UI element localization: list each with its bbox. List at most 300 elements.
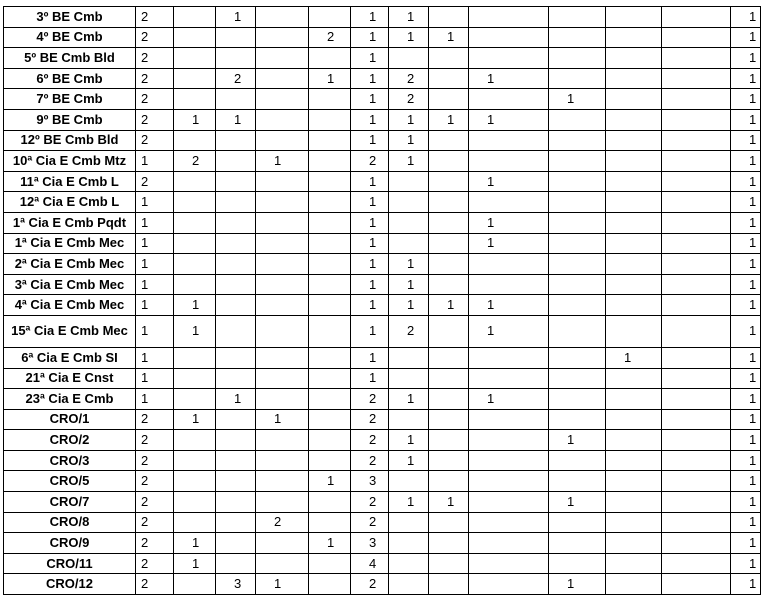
count-cell: 1: [469, 233, 549, 254]
count-cell: 1: [731, 553, 761, 574]
count-cell: 2: [216, 68, 256, 89]
count-cell: 1: [216, 109, 256, 130]
table-row: [4, 68, 761, 89]
count-cell: 1: [389, 130, 429, 151]
count-cell: [216, 212, 256, 233]
count-cell: 1: [429, 295, 469, 316]
count-cell: 2: [389, 315, 429, 347]
table-row: [4, 89, 761, 110]
count-cell: [174, 368, 216, 389]
count-cell: [662, 574, 731, 595]
count-cell: 1: [351, 347, 389, 368]
count-cell: [256, 347, 309, 368]
count-cell: 1: [136, 151, 174, 172]
count-cell: 1: [136, 389, 174, 410]
count-cell: [469, 27, 549, 48]
count-cell: [174, 512, 216, 533]
count-cell: 1: [389, 151, 429, 172]
count-cell: [174, 7, 216, 28]
count-cell: 1: [309, 68, 351, 89]
unit-name-cell: CRO/7: [4, 492, 136, 513]
count-cell: 1: [731, 512, 761, 533]
count-cell: [256, 89, 309, 110]
count-cell: [216, 409, 256, 430]
count-cell: [549, 368, 606, 389]
count-cell: 1: [389, 109, 429, 130]
count-cell: [309, 409, 351, 430]
count-cell: [256, 192, 309, 213]
count-cell: 1: [469, 389, 549, 410]
count-cell: 1: [136, 254, 174, 275]
count-cell: 1: [351, 254, 389, 275]
count-cell: 1: [389, 27, 429, 48]
count-cell: 1: [731, 68, 761, 89]
count-cell: [309, 430, 351, 451]
count-cell: 1: [256, 151, 309, 172]
count-cell: [216, 368, 256, 389]
unit-name-cell: 23ª Cia E Cmb: [4, 389, 136, 410]
unit-name-cell: CRO/3: [4, 450, 136, 471]
count-cell: [429, 274, 469, 295]
count-cell: [606, 553, 662, 574]
table-row: [4, 315, 761, 347]
count-cell: [429, 233, 469, 254]
count-cell: 1: [469, 68, 549, 89]
count-cell: [429, 533, 469, 554]
count-cell: 1: [351, 233, 389, 254]
count-cell: 1: [731, 409, 761, 430]
count-cell: [389, 409, 429, 430]
unit-name-cell: 12º BE Cmb Bld: [4, 130, 136, 151]
count-cell: [216, 492, 256, 513]
count-cell: [216, 27, 256, 48]
count-cell: [469, 254, 549, 275]
count-cell: [662, 295, 731, 316]
count-cell: 1: [731, 471, 761, 492]
count-cell: 1: [136, 233, 174, 254]
unit-name-cell: 7º BE Cmb: [4, 89, 136, 110]
count-cell: [549, 295, 606, 316]
count-cell: 1: [389, 389, 429, 410]
count-cell: [216, 48, 256, 69]
count-cell: [606, 409, 662, 430]
count-cell: 1: [731, 274, 761, 295]
count-cell: [429, 212, 469, 233]
count-cell: [429, 48, 469, 69]
count-cell: [606, 315, 662, 347]
count-cell: [549, 315, 606, 347]
count-cell: [389, 533, 429, 554]
count-cell: [469, 48, 549, 69]
count-cell: [606, 109, 662, 130]
count-cell: 1: [174, 409, 216, 430]
count-cell: 1: [136, 347, 174, 368]
count-cell: [662, 233, 731, 254]
unit-name-cell: 5º BE Cmb Bld: [4, 48, 136, 69]
table-row: [4, 471, 761, 492]
count-cell: [216, 295, 256, 316]
count-cell: 1: [389, 274, 429, 295]
unit-name-cell: 21ª Cia E Cnst: [4, 368, 136, 389]
count-cell: 2: [136, 492, 174, 513]
count-cell: 1: [309, 471, 351, 492]
count-cell: [216, 450, 256, 471]
count-cell: [309, 109, 351, 130]
count-cell: 1: [731, 389, 761, 410]
count-cell: [549, 48, 606, 69]
count-cell: 1: [216, 389, 256, 410]
count-cell: 1: [429, 27, 469, 48]
count-cell: [549, 347, 606, 368]
count-cell: [174, 492, 216, 513]
count-cell: 1: [469, 109, 549, 130]
unit-name-cell: 15ª Cia E Cmb Mec: [4, 315, 136, 347]
count-cell: [216, 430, 256, 451]
count-cell: [256, 171, 309, 192]
count-cell: [309, 192, 351, 213]
count-cell: 2: [136, 68, 174, 89]
count-cell: 1: [731, 492, 761, 513]
count-cell: [429, 553, 469, 574]
count-cell: [429, 430, 469, 451]
count-cell: [662, 492, 731, 513]
count-cell: [389, 347, 429, 368]
count-cell: [216, 315, 256, 347]
count-cell: [174, 27, 216, 48]
count-cell: 1: [731, 130, 761, 151]
count-cell: [256, 48, 309, 69]
count-cell: 1: [389, 295, 429, 316]
count-cell: [549, 109, 606, 130]
count-cell: [469, 151, 549, 172]
count-cell: [256, 274, 309, 295]
count-cell: [309, 512, 351, 533]
count-cell: [662, 274, 731, 295]
count-cell: 1: [731, 27, 761, 48]
count-cell: 1: [136, 368, 174, 389]
count-cell: [469, 89, 549, 110]
count-cell: [469, 409, 549, 430]
unit-name-cell: CRO/1: [4, 409, 136, 430]
count-cell: [662, 254, 731, 275]
count-cell: [429, 512, 469, 533]
count-cell: [174, 233, 216, 254]
count-cell: [309, 89, 351, 110]
table-row: [4, 48, 761, 69]
count-cell: [606, 7, 662, 28]
count-cell: [662, 192, 731, 213]
count-cell: [429, 574, 469, 595]
count-cell: [256, 212, 309, 233]
unit-name-cell: 4º BE Cmb: [4, 27, 136, 48]
count-cell: [389, 48, 429, 69]
count-cell: [216, 254, 256, 275]
count-cell: 1: [216, 7, 256, 28]
count-cell: [662, 89, 731, 110]
count-cell: 2: [389, 68, 429, 89]
count-cell: [662, 171, 731, 192]
count-cell: 1: [351, 27, 389, 48]
count-cell: [309, 233, 351, 254]
count-cell: [469, 471, 549, 492]
table-row: [4, 192, 761, 213]
count-cell: [309, 7, 351, 28]
count-cell: [469, 450, 549, 471]
count-cell: 1: [549, 89, 606, 110]
unit-name-cell: CRO/11: [4, 553, 136, 574]
table-row: [4, 430, 761, 451]
count-cell: [429, 171, 469, 192]
count-cell: 2: [174, 151, 216, 172]
count-cell: [662, 409, 731, 430]
count-cell: 1: [351, 68, 389, 89]
count-cell: [309, 151, 351, 172]
count-cell: [606, 430, 662, 451]
count-cell: 1: [731, 192, 761, 213]
count-cell: 1: [389, 450, 429, 471]
count-cell: 1: [731, 315, 761, 347]
unit-name-cell: 9º BE Cmb: [4, 109, 136, 130]
count-cell: 2: [136, 512, 174, 533]
count-cell: [662, 389, 731, 410]
count-cell: 1: [174, 553, 216, 574]
count-cell: [174, 274, 216, 295]
count-cell: 1: [351, 212, 389, 233]
count-cell: [216, 553, 256, 574]
count-cell: [216, 347, 256, 368]
count-cell: 1: [389, 492, 429, 513]
count-cell: [216, 192, 256, 213]
count-cell: 1: [351, 130, 389, 151]
count-cell: 1: [731, 430, 761, 451]
count-cell: [389, 574, 429, 595]
unit-name-cell: 12ª Cia E Cmb L: [4, 192, 136, 213]
unit-name-cell: 6º BE Cmb: [4, 68, 136, 89]
count-cell: [429, 130, 469, 151]
count-cell: 1: [351, 295, 389, 316]
count-cell: 1: [174, 109, 216, 130]
count-cell: 2: [136, 89, 174, 110]
count-cell: [216, 130, 256, 151]
table-row: [4, 27, 761, 48]
count-cell: [662, 315, 731, 347]
count-cell: 1: [351, 48, 389, 69]
count-cell: [256, 233, 309, 254]
count-cell: 1: [731, 450, 761, 471]
count-cell: 1: [731, 347, 761, 368]
count-cell: [469, 368, 549, 389]
table-row: [4, 109, 761, 130]
count-cell: [469, 512, 549, 533]
count-cell: [309, 254, 351, 275]
count-cell: [256, 109, 309, 130]
count-cell: [606, 389, 662, 410]
table-row: [4, 295, 761, 316]
count-cell: 4: [351, 553, 389, 574]
count-cell: [256, 553, 309, 574]
count-cell: 1: [731, 89, 761, 110]
count-cell: [549, 274, 606, 295]
table-row: [4, 450, 761, 471]
count-cell: 1: [731, 7, 761, 28]
count-cell: 2: [136, 48, 174, 69]
count-cell: 1: [309, 533, 351, 554]
count-cell: [549, 254, 606, 275]
count-cell: [174, 450, 216, 471]
count-cell: [549, 233, 606, 254]
count-cell: [606, 89, 662, 110]
count-cell: [256, 450, 309, 471]
table-row: [4, 7, 761, 28]
count-cell: [309, 315, 351, 347]
count-cell: 1: [429, 109, 469, 130]
table-row: [4, 492, 761, 513]
count-cell: [389, 512, 429, 533]
count-cell: [429, 151, 469, 172]
count-cell: 1: [549, 574, 606, 595]
count-cell: [216, 89, 256, 110]
count-cell: [174, 471, 216, 492]
count-cell: [662, 347, 731, 368]
count-cell: 2: [136, 533, 174, 554]
count-cell: [549, 512, 606, 533]
count-cell: [662, 27, 731, 48]
count-cell: 2: [136, 430, 174, 451]
count-cell: [606, 130, 662, 151]
count-cell: 2: [351, 430, 389, 451]
count-cell: [469, 130, 549, 151]
count-cell: 1: [389, 254, 429, 275]
table-row: [4, 574, 761, 595]
count-cell: [549, 212, 606, 233]
count-cell: [606, 27, 662, 48]
count-cell: 2: [351, 409, 389, 430]
count-cell: [469, 430, 549, 451]
count-cell: [549, 192, 606, 213]
count-cell: [389, 212, 429, 233]
count-cell: 1: [351, 315, 389, 347]
count-cell: 1: [549, 492, 606, 513]
unit-name-cell: 3ª Cia E Cmb Mec: [4, 274, 136, 295]
count-cell: 2: [351, 389, 389, 410]
table-row: [4, 553, 761, 574]
unit-name-cell: CRO/8: [4, 512, 136, 533]
count-cell: [216, 233, 256, 254]
count-cell: [469, 274, 549, 295]
count-cell: [174, 389, 216, 410]
count-cell: [256, 27, 309, 48]
count-cell: [256, 368, 309, 389]
count-cell: [549, 68, 606, 89]
table-row: [4, 233, 761, 254]
count-cell: [606, 151, 662, 172]
count-cell: [549, 533, 606, 554]
count-cell: [256, 7, 309, 28]
count-cell: [389, 192, 429, 213]
count-cell: [662, 151, 731, 172]
count-cell: [256, 254, 309, 275]
count-cell: [309, 347, 351, 368]
count-cell: 1: [136, 192, 174, 213]
count-cell: [174, 574, 216, 595]
count-cell: [429, 471, 469, 492]
unit-name-cell: CRO/9: [4, 533, 136, 554]
count-cell: 3: [216, 574, 256, 595]
count-cell: [309, 389, 351, 410]
count-cell: [174, 171, 216, 192]
count-cell: 1: [389, 430, 429, 451]
count-cell: [256, 130, 309, 151]
count-cell: [606, 233, 662, 254]
table-row: [4, 368, 761, 389]
count-cell: 1: [136, 295, 174, 316]
count-cell: [662, 68, 731, 89]
count-cell: 2: [136, 409, 174, 430]
table-row: [4, 274, 761, 295]
count-cell: [549, 471, 606, 492]
count-cell: 1: [469, 315, 549, 347]
count-cell: 1: [256, 409, 309, 430]
count-cell: [429, 68, 469, 89]
count-cell: [606, 171, 662, 192]
count-cell: [662, 471, 731, 492]
count-cell: 2: [136, 130, 174, 151]
count-cell: 2: [136, 471, 174, 492]
count-cell: [606, 254, 662, 275]
count-cell: 2: [136, 27, 174, 48]
count-cell: [256, 295, 309, 316]
count-cell: [662, 512, 731, 533]
count-cell: [216, 533, 256, 554]
count-cell: 2: [136, 109, 174, 130]
count-cell: 2: [351, 492, 389, 513]
table-row: [4, 389, 761, 410]
count-cell: [309, 212, 351, 233]
count-cell: [256, 68, 309, 89]
count-cell: [606, 512, 662, 533]
count-cell: [174, 48, 216, 69]
count-cell: 1: [351, 7, 389, 28]
count-cell: [662, 130, 731, 151]
count-cell: 1: [731, 533, 761, 554]
count-cell: 1: [731, 233, 761, 254]
count-cell: 1: [731, 151, 761, 172]
count-cell: 1: [136, 315, 174, 347]
count-cell: [309, 368, 351, 389]
unit-table: [3, 6, 761, 595]
count-cell: [309, 295, 351, 316]
count-cell: 2: [351, 512, 389, 533]
count-cell: [606, 368, 662, 389]
table-row: [4, 151, 761, 172]
count-cell: [216, 512, 256, 533]
count-cell: 1: [174, 533, 216, 554]
count-cell: 1: [606, 347, 662, 368]
count-cell: [174, 430, 216, 451]
count-cell: 1: [731, 574, 761, 595]
count-cell: 1: [731, 171, 761, 192]
count-cell: [549, 7, 606, 28]
table-row: [4, 347, 761, 368]
count-cell: [549, 27, 606, 48]
count-cell: [174, 254, 216, 275]
count-cell: [469, 347, 549, 368]
count-cell: 2: [136, 574, 174, 595]
unit-name-cell: 3º BE Cmb: [4, 7, 136, 28]
count-cell: [606, 450, 662, 471]
count-cell: 1: [351, 368, 389, 389]
count-cell: 2: [136, 7, 174, 28]
